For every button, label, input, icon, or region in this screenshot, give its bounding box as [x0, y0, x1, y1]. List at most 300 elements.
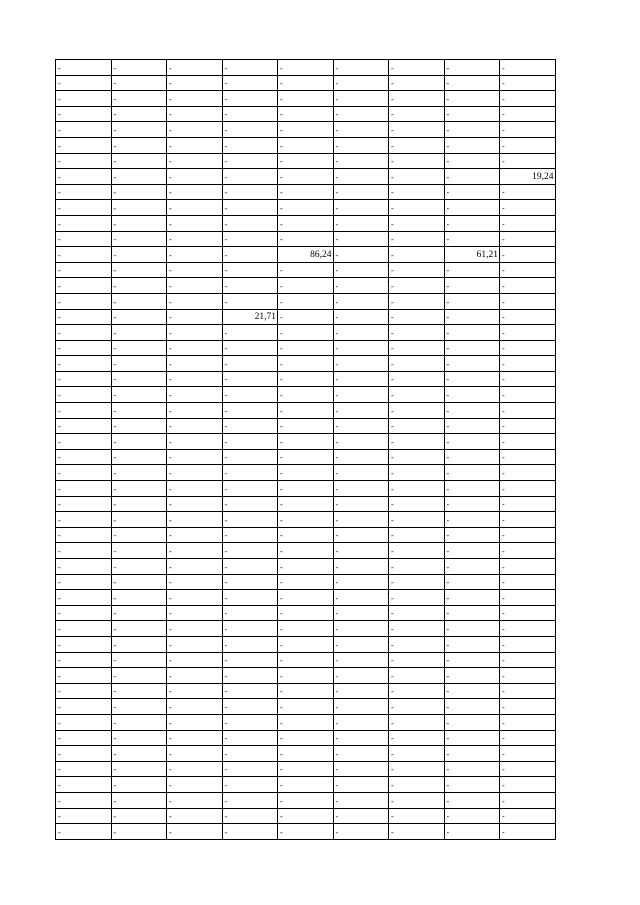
dash-cell: - — [167, 590, 223, 606]
dash-cell: - — [500, 356, 556, 372]
dash-cell: - — [222, 169, 278, 185]
dash-cell: - — [56, 153, 112, 169]
dash-cell: - — [167, 293, 223, 309]
dash-cell: - — [167, 761, 223, 777]
dash-cell: - — [167, 496, 223, 512]
dash-cell: - — [56, 122, 112, 138]
dash-cell: - — [222, 449, 278, 465]
dash-cell: - — [167, 574, 223, 590]
dash-cell: - — [167, 247, 223, 263]
dash-cell: - — [444, 574, 500, 590]
dash-cell: - — [222, 808, 278, 824]
dash-cell: - — [167, 91, 223, 107]
dash-cell: - — [222, 590, 278, 606]
dash-cell: - — [444, 699, 500, 715]
dash-cell: - — [167, 309, 223, 325]
table-row — [56, 293, 556, 309]
dash-cell: - — [333, 122, 389, 138]
dash-cell: - — [389, 278, 445, 294]
dash-cell: - — [500, 512, 556, 528]
dash-cell: - — [444, 340, 500, 356]
dash-cell: - — [500, 231, 556, 247]
dash-cell: - — [222, 434, 278, 450]
dash-cell: - — [333, 262, 389, 278]
dash-cell: - — [333, 247, 389, 263]
dash-cell: - — [278, 543, 334, 559]
dash-cell: - — [111, 824, 167, 840]
dash-cell: - — [444, 169, 500, 185]
table-row — [56, 387, 556, 403]
dash-cell: - — [444, 387, 500, 403]
dash-cell: - — [222, 91, 278, 107]
dash-cell: - — [444, 434, 500, 450]
dash-cell: - — [278, 278, 334, 294]
dash-cell: - — [278, 434, 334, 450]
dash-cell: - — [500, 403, 556, 419]
dash-cell: - — [111, 792, 167, 808]
dash-cell: - — [333, 777, 389, 793]
dash-cell: - — [500, 590, 556, 606]
table-row — [56, 184, 556, 200]
dash-cell: - — [111, 636, 167, 652]
dash-cell: - — [500, 636, 556, 652]
dash-cell: - — [278, 808, 334, 824]
dash-cell: - — [333, 792, 389, 808]
dash-cell: - — [111, 75, 167, 91]
dash-cell: - — [500, 371, 556, 387]
value-cell: 61,21 — [444, 247, 500, 263]
dash-cell: - — [500, 122, 556, 138]
dash-cell: - — [167, 792, 223, 808]
dash-cell: - — [500, 824, 556, 840]
dash-cell: - — [111, 668, 167, 684]
dash-cell: - — [444, 668, 500, 684]
dash-cell: - — [111, 683, 167, 699]
dash-cell: - — [333, 636, 389, 652]
dash-cell: - — [389, 418, 445, 434]
dash-cell: - — [56, 652, 112, 668]
dash-cell: - — [222, 559, 278, 575]
dash-cell: - — [278, 636, 334, 652]
dash-cell: - — [56, 434, 112, 450]
dash-cell: - — [56, 465, 112, 481]
dash-cell: - — [500, 278, 556, 294]
dash-cell: - — [333, 153, 389, 169]
dash-cell: - — [278, 449, 334, 465]
dash-cell: - — [56, 169, 112, 185]
table-row — [56, 792, 556, 808]
dash-cell: - — [333, 434, 389, 450]
dash-cell: - — [333, 527, 389, 543]
dash-cell: - — [56, 200, 112, 216]
dash-cell: - — [500, 137, 556, 153]
dash-cell: - — [389, 75, 445, 91]
dash-cell: - — [444, 122, 500, 138]
dash-cell: - — [111, 215, 167, 231]
dash-cell: - — [278, 371, 334, 387]
dash-cell: - — [389, 792, 445, 808]
dash-cell: - — [333, 91, 389, 107]
dash-cell: - — [278, 403, 334, 419]
dash-cell: - — [111, 481, 167, 497]
dash-cell: - — [222, 75, 278, 91]
dash-cell: - — [333, 746, 389, 762]
dash-cell: - — [111, 621, 167, 637]
dash-cell: - — [222, 668, 278, 684]
dash-cell: - — [278, 683, 334, 699]
dash-cell: - — [111, 184, 167, 200]
dash-cell: - — [500, 699, 556, 715]
dash-cell: - — [333, 403, 389, 419]
dash-cell: - — [111, 559, 167, 575]
dash-cell: - — [56, 730, 112, 746]
table-row — [56, 496, 556, 512]
dash-cell: - — [167, 403, 223, 419]
table-row — [56, 605, 556, 621]
dash-cell: - — [278, 340, 334, 356]
dash-cell: - — [111, 777, 167, 793]
dash-cell: - — [167, 387, 223, 403]
dash-cell: - — [111, 449, 167, 465]
dash-cell: - — [167, 278, 223, 294]
table-row — [56, 730, 556, 746]
dash-cell: - — [333, 761, 389, 777]
dash-cell: - — [500, 184, 556, 200]
dash-cell: - — [56, 215, 112, 231]
dash-cell: - — [500, 153, 556, 169]
dash-cell: - — [500, 527, 556, 543]
dash-cell: - — [167, 340, 223, 356]
dash-cell: - — [222, 714, 278, 730]
table-body — [56, 60, 556, 840]
dash-cell: - — [278, 356, 334, 372]
table-row — [56, 449, 556, 465]
table-row — [56, 746, 556, 762]
dash-cell: - — [500, 652, 556, 668]
dash-cell: - — [111, 122, 167, 138]
dash-cell: - — [278, 621, 334, 637]
dash-cell: - — [111, 278, 167, 294]
dash-cell: - — [389, 60, 445, 76]
dash-cell: - — [389, 169, 445, 185]
dash-cell: - — [167, 605, 223, 621]
dash-cell: - — [222, 340, 278, 356]
dash-cell: - — [111, 808, 167, 824]
dash-cell: - — [56, 792, 112, 808]
dash-cell: - — [278, 590, 334, 606]
dash-cell: - — [333, 449, 389, 465]
dash-cell: - — [500, 449, 556, 465]
dash-cell: - — [389, 605, 445, 621]
table-row — [56, 621, 556, 637]
dash-cell: - — [278, 512, 334, 528]
dash-cell: - — [56, 418, 112, 434]
dash-cell: - — [500, 434, 556, 450]
table-row — [56, 403, 556, 419]
dash-cell: - — [56, 137, 112, 153]
dash-cell: - — [500, 215, 556, 231]
dash-cell: - — [389, 699, 445, 715]
dash-cell: - — [222, 356, 278, 372]
dash-cell: - — [500, 91, 556, 107]
dash-cell: - — [167, 153, 223, 169]
dash-cell: - — [500, 574, 556, 590]
dash-cell: - — [167, 106, 223, 122]
dash-cell: - — [333, 668, 389, 684]
dash-cell: - — [111, 714, 167, 730]
dash-cell: - — [56, 636, 112, 652]
dash-cell: - — [278, 668, 334, 684]
dash-cell: - — [111, 761, 167, 777]
dash-cell: - — [444, 137, 500, 153]
dash-cell: - — [444, 60, 500, 76]
table-row — [56, 761, 556, 777]
dash-cell: - — [333, 621, 389, 637]
table-row — [56, 340, 556, 356]
dash-cell: - — [389, 293, 445, 309]
table-row — [56, 278, 556, 294]
dash-cell: - — [278, 605, 334, 621]
dash-cell: - — [56, 714, 112, 730]
table-row — [56, 465, 556, 481]
dash-cell: - — [167, 636, 223, 652]
dash-cell: - — [222, 792, 278, 808]
dash-cell: - — [56, 60, 112, 76]
table-row — [56, 356, 556, 372]
dash-cell: - — [56, 824, 112, 840]
dash-cell: - — [389, 137, 445, 153]
dash-cell: - — [444, 590, 500, 606]
dash-cell: - — [444, 543, 500, 559]
table-row — [56, 169, 556, 185]
dash-cell: - — [56, 449, 112, 465]
dash-cell: - — [333, 699, 389, 715]
dash-cell: - — [222, 215, 278, 231]
dash-cell: - — [278, 777, 334, 793]
dash-cell: - — [333, 559, 389, 575]
dash-cell: - — [444, 371, 500, 387]
dash-cell: - — [389, 808, 445, 824]
dash-cell: - — [389, 122, 445, 138]
dash-cell: - — [111, 527, 167, 543]
dash-cell: - — [333, 496, 389, 512]
dash-cell: - — [444, 325, 500, 341]
dash-cell: - — [389, 543, 445, 559]
dash-cell: - — [500, 714, 556, 730]
dash-cell: - — [500, 60, 556, 76]
dash-cell: - — [56, 184, 112, 200]
dash-cell: - — [222, 60, 278, 76]
dash-cell: - — [444, 418, 500, 434]
dash-cell: - — [167, 418, 223, 434]
dash-cell: - — [222, 543, 278, 559]
dash-cell: - — [111, 91, 167, 107]
dash-cell: - — [167, 481, 223, 497]
dash-cell: - — [222, 574, 278, 590]
dash-cell: - — [222, 481, 278, 497]
dash-cell: - — [167, 356, 223, 372]
dash-cell: - — [222, 699, 278, 715]
dash-cell: - — [444, 91, 500, 107]
table-row — [56, 200, 556, 216]
dash-cell: - — [444, 449, 500, 465]
dash-cell: - — [56, 699, 112, 715]
dash-cell: - — [111, 387, 167, 403]
dash-cell: - — [444, 636, 500, 652]
dash-cell: - — [222, 106, 278, 122]
dash-cell: - — [167, 714, 223, 730]
dash-cell: - — [56, 761, 112, 777]
value-cell: 21,71 — [222, 309, 278, 325]
dash-cell: - — [167, 184, 223, 200]
dash-cell: - — [111, 512, 167, 528]
dash-cell: - — [500, 496, 556, 512]
dash-cell: - — [389, 527, 445, 543]
dash-cell: - — [56, 777, 112, 793]
dash-cell: - — [167, 434, 223, 450]
dash-cell: - — [56, 574, 112, 590]
table-row — [56, 543, 556, 559]
dash-cell: - — [278, 262, 334, 278]
dash-cell: - — [222, 527, 278, 543]
dash-cell: - — [167, 262, 223, 278]
dash-cell: - — [278, 418, 334, 434]
dash-cell: - — [222, 418, 278, 434]
table-row — [56, 325, 556, 341]
dash-cell: - — [500, 262, 556, 278]
dash-cell: - — [111, 247, 167, 263]
dash-cell: - — [56, 559, 112, 575]
dash-cell: - — [111, 403, 167, 419]
dash-cell: - — [500, 465, 556, 481]
dash-cell: - — [333, 325, 389, 341]
dash-cell: - — [56, 668, 112, 684]
dash-cell: - — [333, 231, 389, 247]
value-cell: 19,24 — [500, 169, 556, 185]
dash-cell: - — [56, 325, 112, 341]
dash-cell: - — [389, 714, 445, 730]
dash-cell: - — [500, 792, 556, 808]
dash-cell: - — [500, 605, 556, 621]
dash-cell: - — [389, 356, 445, 372]
dash-cell: - — [278, 153, 334, 169]
dash-cell: - — [333, 824, 389, 840]
dash-cell: - — [444, 231, 500, 247]
dash-cell: - — [56, 309, 112, 325]
dash-cell: - — [222, 605, 278, 621]
table-row — [56, 91, 556, 107]
dash-cell: - — [167, 512, 223, 528]
dash-cell: - — [222, 231, 278, 247]
dash-cell: - — [111, 293, 167, 309]
dash-cell: - — [167, 371, 223, 387]
dash-cell: - — [111, 309, 167, 325]
dash-cell: - — [333, 543, 389, 559]
dash-cell: - — [389, 403, 445, 419]
value-cell: 86,24 — [278, 247, 334, 263]
dash-cell: - — [333, 215, 389, 231]
dash-cell: - — [167, 200, 223, 216]
dash-cell: - — [444, 605, 500, 621]
dash-cell: - — [278, 559, 334, 575]
table-row — [56, 527, 556, 543]
dash-cell: - — [333, 683, 389, 699]
table-row — [56, 434, 556, 450]
table-row — [56, 309, 556, 325]
dash-cell: - — [222, 496, 278, 512]
dash-cell: - — [222, 137, 278, 153]
dash-cell: - — [222, 683, 278, 699]
table-row — [56, 824, 556, 840]
dash-cell: - — [444, 683, 500, 699]
dash-cell: - — [222, 184, 278, 200]
dash-cell: - — [389, 761, 445, 777]
dash-cell: - — [444, 496, 500, 512]
dash-cell: - — [278, 325, 334, 341]
dash-cell: - — [500, 746, 556, 762]
dash-cell: - — [167, 449, 223, 465]
dash-cell: - — [500, 387, 556, 403]
dash-cell: - — [56, 247, 112, 263]
dash-cell: - — [333, 605, 389, 621]
dash-cell: - — [56, 543, 112, 559]
table-row — [56, 714, 556, 730]
dash-cell: - — [111, 496, 167, 512]
dash-cell: - — [333, 465, 389, 481]
table-row — [56, 106, 556, 122]
dash-cell: - — [444, 730, 500, 746]
dash-cell: - — [167, 60, 223, 76]
dash-cell: - — [278, 309, 334, 325]
dash-cell: - — [333, 200, 389, 216]
table-row — [56, 590, 556, 606]
dash-cell: - — [444, 652, 500, 668]
dash-cell: - — [167, 169, 223, 185]
dash-cell: - — [389, 824, 445, 840]
dash-cell: - — [444, 215, 500, 231]
dash-cell: - — [167, 746, 223, 762]
dash-cell: - — [444, 792, 500, 808]
dash-cell: - — [222, 293, 278, 309]
dash-cell: - — [222, 371, 278, 387]
dash-cell: - — [222, 325, 278, 341]
table-row — [56, 652, 556, 668]
dash-cell: - — [333, 387, 389, 403]
dash-cell: - — [333, 278, 389, 294]
table-row — [56, 808, 556, 824]
dash-cell: - — [111, 262, 167, 278]
dash-cell: - — [333, 169, 389, 185]
dash-cell: - — [167, 527, 223, 543]
dash-cell: - — [167, 559, 223, 575]
dash-cell: - — [500, 309, 556, 325]
dash-cell: - — [222, 122, 278, 138]
dash-cell: - — [56, 340, 112, 356]
dash-cell: - — [111, 574, 167, 590]
dash-cell: - — [389, 465, 445, 481]
dash-cell: - — [444, 262, 500, 278]
dash-cell: - — [444, 75, 500, 91]
dash-cell: - — [278, 714, 334, 730]
table-row — [56, 75, 556, 91]
dash-cell: - — [444, 481, 500, 497]
dash-cell: - — [333, 371, 389, 387]
dash-cell: - — [278, 746, 334, 762]
dash-cell: - — [389, 387, 445, 403]
dash-cell: - — [111, 356, 167, 372]
dash-cell: - — [111, 169, 167, 185]
dash-cell: - — [278, 761, 334, 777]
